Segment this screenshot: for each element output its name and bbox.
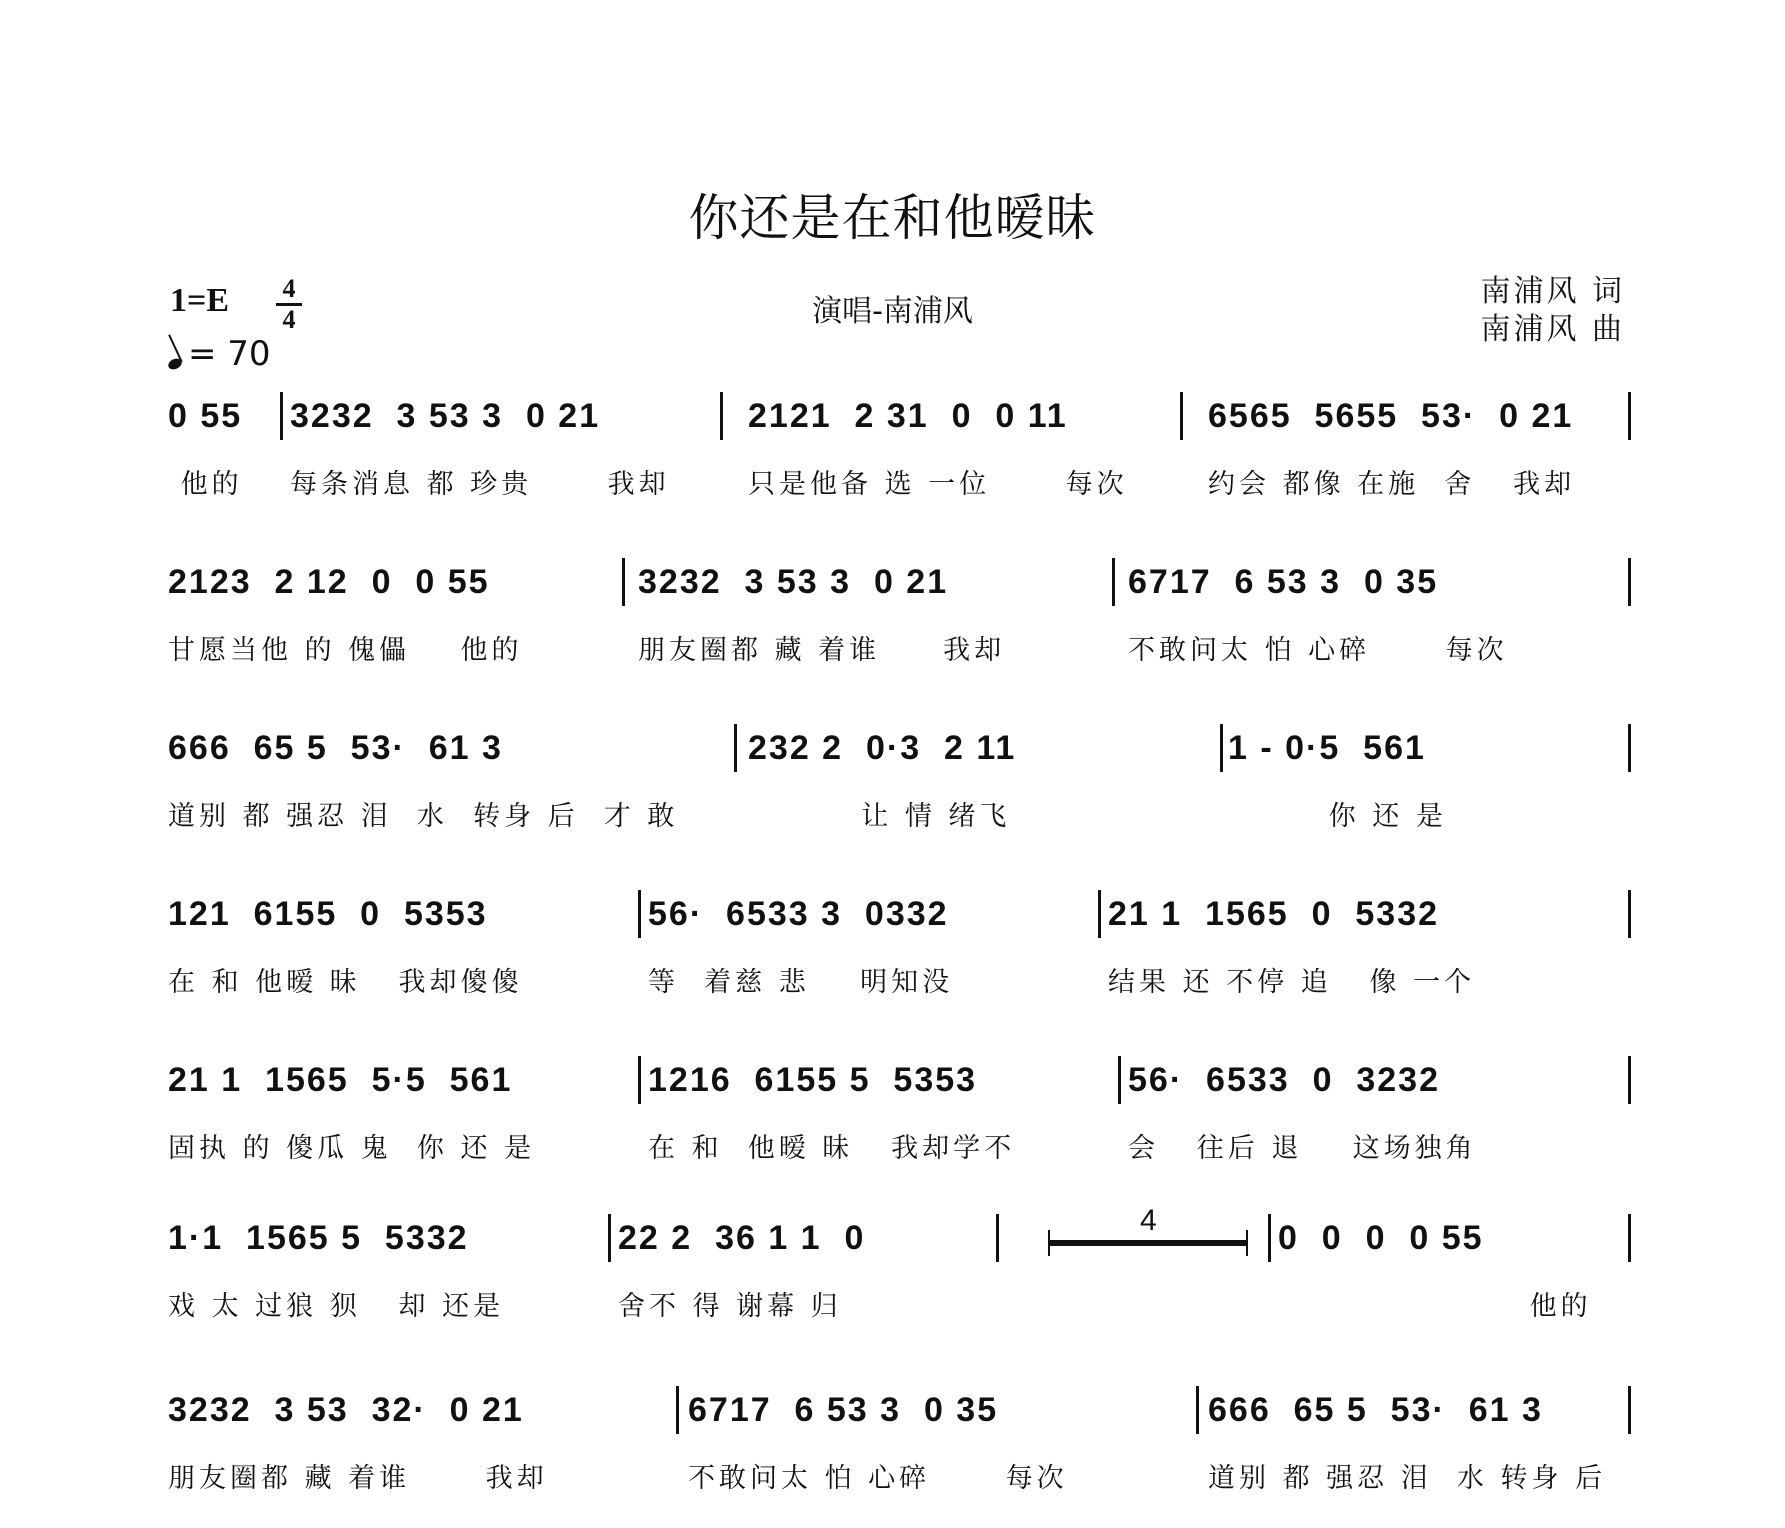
time-signature [276,276,302,333]
barline [1220,724,1223,772]
measure-group [168,716,728,846]
lyricist-credit: 南浦风 词 [1480,274,1625,309]
jianpu-notes: 1·1 1565 5 5332 [168,1219,469,1257]
jianpu-notes: 6717 6 53 3 0 35 [1128,563,1439,601]
barline [1628,1214,1631,1262]
measure-group [638,550,1088,680]
barline [1196,1386,1199,1434]
lyrics-line: 固执 的 傻瓜 鬼 你 还 是 [168,1133,536,1164]
measure-group [1128,550,1608,680]
rest-bar-cap [1048,1230,1050,1256]
jianpu-notes: 56· 6533 3 0332 [648,895,949,933]
lyrics-line: 结果 还 不停 追 像 一个 [1108,967,1476,998]
lyrics-line: 舍不 得 谢幕 归 [618,1291,842,1322]
key-signature: 1=E [170,282,230,319]
jianpu-notes: 3232 3 53 32· 0 21 [168,1391,524,1429]
jianpu-notes: 666 65 5 53· 61 3 [1208,1391,1543,1429]
jianpu-notes: 232 2 0·3 2 11 [748,729,1017,767]
jianpu-notes: 666 65 5 53· 61 3 [168,729,503,767]
tempo-marking [168,334,271,374]
lyrics-line: 他的 [168,469,243,500]
music-system [168,550,1628,700]
lyrics-line: 在 和 他暧 昧 我却傻傻 [168,967,523,998]
lyrics-line: 约会 都像 在施 舍 我却 [1208,469,1576,500]
jianpu-notes: 3232 3 53 3 0 21 [638,563,949,601]
lyrics-line: 每条消息 都 珍贵 我却 [290,469,670,500]
measure-group [748,716,1198,846]
barline [1628,392,1631,440]
lyrics-line: 会 往后 退 这场独角 [1128,1133,1477,1164]
jianpu-notes: 0 55 [168,397,243,435]
barline [734,724,737,772]
barline [720,392,723,440]
measure-group [168,1378,668,1508]
barline [1628,1386,1631,1434]
jianpu-notes: 2123 2 12 0 0 55 [168,563,490,601]
music-system [168,1378,1628,1528]
lyrics-line: 朋友圈都 藏 着谁 我却 [638,635,1006,666]
jianpu-notes: 6565 5655 53· 0 21 [1208,397,1574,435]
measure-group [618,1206,978,1336]
lyrics-line: 甘愿当他 的 傀儡 他的 [168,635,523,666]
barline [1098,890,1101,938]
barline [1628,1056,1631,1104]
quarter-note-icon [167,357,184,372]
barline [1628,558,1631,606]
measure-group [168,550,608,680]
lyrics-line: 道别 都 强忍 泪 水 转身 后 才 敢 [168,801,679,832]
music-system [168,1206,1628,1356]
measure-group [168,1048,628,1178]
measure-group [688,1378,1168,1508]
jianpu-notes: 21 1 1565 0 5332 [1108,895,1440,933]
measure-group [648,882,1088,1012]
barline [676,1386,679,1434]
barline [996,1214,999,1262]
jianpu-notes: 1 - 0·5 561 [1228,729,1426,767]
barline [622,558,625,606]
barline [638,890,641,938]
rest-count: 4 [1140,1204,1157,1237]
time-signature-top: 4 [282,274,296,303]
jianpu-notes: 1216 6155 5 5353 [648,1061,978,1099]
music-system [168,882,1628,1032]
measure-group [168,882,628,1012]
barline [1628,724,1631,772]
jianpu-notes: 56· 6533 0 3232 [1128,1061,1441,1099]
song-title: 你还是在和他暧昧 [688,189,1097,247]
measure-group [1228,716,1588,846]
time-signature-bottom: 4 [282,305,296,334]
barline [638,1056,641,1104]
measure-group [1208,384,1628,514]
jianpu-notes: 0 0 0 0 55 [1278,1219,1484,1257]
jianpu-notes: 121 6155 0 5353 [168,895,488,933]
barline [1268,1214,1271,1262]
rest-bar [1048,1240,1248,1246]
jianpu-notes: 21 1 1565 5·5 561 [168,1061,513,1099]
barline [1180,392,1183,440]
jianpu-notes: 3232 3 53 3 0 21 [290,397,601,435]
measure-group [168,1206,598,1336]
barline [1112,558,1115,606]
measure-group [1208,1378,1628,1508]
lyrics-line: 戏 太 过狼 狈 却 还是 [168,1291,505,1322]
music-system [168,1048,1628,1198]
barline [608,1214,611,1262]
lyrics-line: 等 着慈 悲 明知没 [648,967,954,998]
measure-group [1108,882,1588,1012]
jianpu-notes: 22 2 36 1 1 0 [618,1219,866,1257]
music-system [168,384,1628,534]
lyrics-line: 道别 都 强忍 泪 水 转身 后 [1208,1463,1607,1494]
barline [1118,1056,1121,1104]
lyrics-line: 在 和 他暧 昧 我却学不 [648,1133,1016,1164]
barline [280,392,283,440]
measure-group [748,384,1188,514]
lyrics-line: 只是他备 选 一位 每次 [748,469,1128,500]
measure-group [1278,1206,1628,1336]
rest-bar-cap [1246,1230,1248,1256]
measure-group [1128,1048,1588,1178]
singer-credit: 演唱-南浦风 [812,294,973,329]
tempo-value: = 70 [188,334,271,374]
measure-group [648,1048,1108,1178]
music-system [168,716,1628,866]
lyrics-line: 朋友圈都 藏 着谁 我却 [168,1463,548,1494]
jianpu-notes: 2121 2 31 0 0 11 [748,397,1068,435]
lyrics-line: 不敢问太 怕 心碎 每次 [688,1463,1068,1494]
jianpu-notes: 6717 6 53 3 0 35 [688,1391,999,1429]
lyrics-line: 不敢问太 怕 心碎 每次 [1128,635,1508,666]
measure-group [168,384,268,514]
lyrics-line: 你 还 是 [1228,801,1447,832]
lyrics-line: 让 情 绪飞 [748,801,1011,832]
composer-credit: 南浦风 曲 [1480,312,1625,347]
barline [1628,890,1631,938]
measure-group [290,384,730,514]
lyrics-line: 他的 [1278,1291,1592,1322]
